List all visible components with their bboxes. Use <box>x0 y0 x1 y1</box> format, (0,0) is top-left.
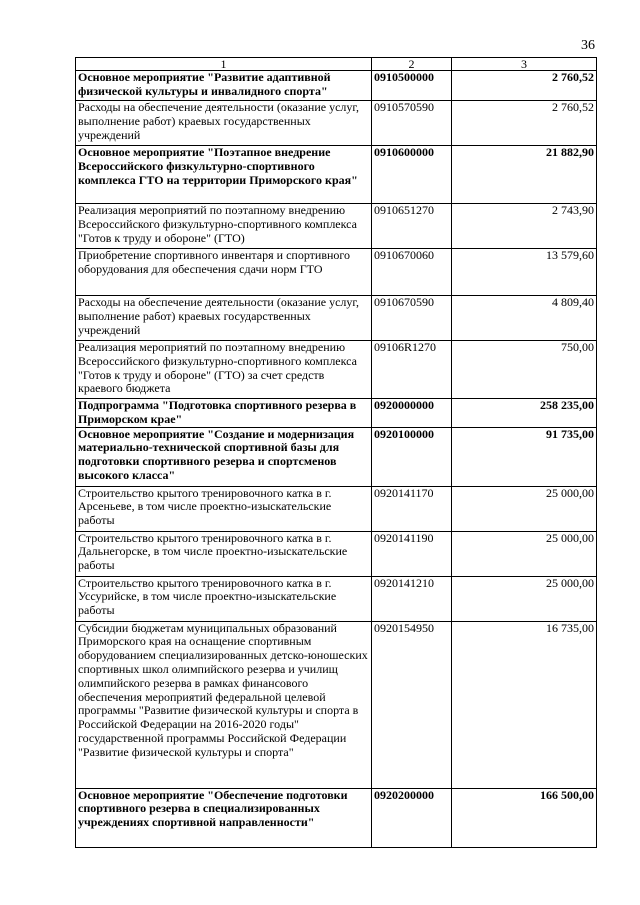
row-name: Основное мероприятие "Поэтапное внедрение Всероссийского физкультурно-спортивного комплекса ГТО на территории Приморского края" <box>76 146 372 204</box>
row-amount: 13 579,60 <box>452 249 597 296</box>
row-code: 0910570590 <box>372 101 452 146</box>
table-row <box>76 71 597 101</box>
row-amount: 2 760,52 <box>452 71 597 101</box>
table-row <box>76 296 597 341</box>
table-row <box>76 249 597 296</box>
table-row <box>76 531 597 576</box>
row-amount: 25 000,00 <box>452 486 597 531</box>
table-header-row <box>76 58 597 71</box>
row-amount: 91 735,00 <box>452 427 597 486</box>
row-code: 0910500000 <box>372 71 452 101</box>
row-name: Строительство крытого тренировочного катка в г. Дальнегорске, в том числе проектно-изыскательские работы <box>76 531 372 576</box>
column-header-1: 1 <box>76 58 372 71</box>
row-name: Строительство крытого тренировочного катка в г. Уссурийске, в том числе проектно-изыскательские работы <box>76 576 372 621</box>
table-row <box>76 204 597 249</box>
row-name: Расходы на обеспечение деятельности (оказание услуг, выполнение работ) краевых государственных учреждений <box>76 101 372 146</box>
row-code: 0920100000 <box>372 427 452 486</box>
column-header-3: 3 <box>452 58 597 71</box>
row-code: 0910600000 <box>372 146 452 204</box>
table-row <box>76 399 597 428</box>
row-amount: 25 000,00 <box>452 576 597 621</box>
row-code: 0920000000 <box>372 399 452 428</box>
column-header-2: 2 <box>372 58 452 71</box>
row-name: Основное мероприятие "Развитие адаптивной физической культуры и инвалидного спорта" <box>76 71 372 101</box>
table-row <box>76 101 597 146</box>
row-code: 0920154950 <box>372 621 452 788</box>
row-code: 0920200000 <box>372 788 452 847</box>
row-code: 0910651270 <box>372 204 452 249</box>
table-row <box>76 341 597 399</box>
row-amount: 750,00 <box>452 341 597 399</box>
page-number: 36 <box>581 38 595 53</box>
row-name: Строительство крытого тренировочного катка в г. Арсеньеве, в том числе проектно-изыскательские работы <box>76 486 372 531</box>
row-amount: 2 760,52 <box>452 101 597 146</box>
row-amount: 25 000,00 <box>452 531 597 576</box>
row-name: Подпрограмма "Подготовка спортивного резерва в Приморском крае" <box>76 399 372 428</box>
table-row <box>76 788 597 847</box>
row-amount: 258 235,00 <box>452 399 597 428</box>
row-code: 0910670060 <box>372 249 452 296</box>
budget-table <box>75 57 597 848</box>
row-name: Основное мероприятие "Создание и модернизация материально-технической спортивной базы для подготовки спортивного резерва и спортсменов высокого класса" <box>76 427 372 486</box>
row-name: Расходы на обеспечение деятельности (оказание услуг, выполнение работ) краевых государственных учреждений <box>76 296 372 341</box>
row-code: 0920141210 <box>372 576 452 621</box>
row-name: Основное мероприятие "Обеспечение подготовки спортивного резерва в специализированных учреждениях спортивной направленности" <box>76 788 372 847</box>
row-name: Реализация мероприятий по поэтапному внедрению Всероссийского физкультурно-спортивного комплекса "Готов к труду и обороне" (ГТО) за счет средств краевого бюджета <box>76 341 372 399</box>
row-amount: 21 882,90 <box>452 146 597 204</box>
table-row <box>76 146 597 204</box>
table-row <box>76 486 597 531</box>
row-amount: 16 735,00 <box>452 621 597 788</box>
row-amount: 166 500,00 <box>452 788 597 847</box>
row-amount: 2 743,90 <box>452 204 597 249</box>
table-row <box>76 576 597 621</box>
row-name: Реализация мероприятий по поэтапному внедрению Всероссийского физкультурно-спортивного комплекса "Готов к труду и обороне" (ГТО) <box>76 204 372 249</box>
row-code: 0910670590 <box>372 296 452 341</box>
row-code: 0920141190 <box>372 531 452 576</box>
row-code: 09106R1270 <box>372 341 452 399</box>
row-code: 0920141170 <box>372 486 452 531</box>
row-name: Субсидии бюджетам муниципальных образований Приморского края на оснащение спортивным оборудованием специализированных детско-юношеских спортивных школ олимпийского резерва и училищ олимпийского резерва в рамках финансового обеспечения мероприятий федеральной целевой программы "Развитие физической культуры и спорта в Российской Федерации на 2016-2020 годы" государственной программы Российской Федерации "Развитие физической культуры и спорта" <box>76 621 372 788</box>
row-amount: 4 809,40 <box>452 296 597 341</box>
table-row <box>76 427 597 486</box>
row-name: Приобретение спортивного инвентаря и спортивного оборудования для обеспечения сдачи норм ГТО <box>76 249 372 296</box>
table-row <box>76 621 597 788</box>
